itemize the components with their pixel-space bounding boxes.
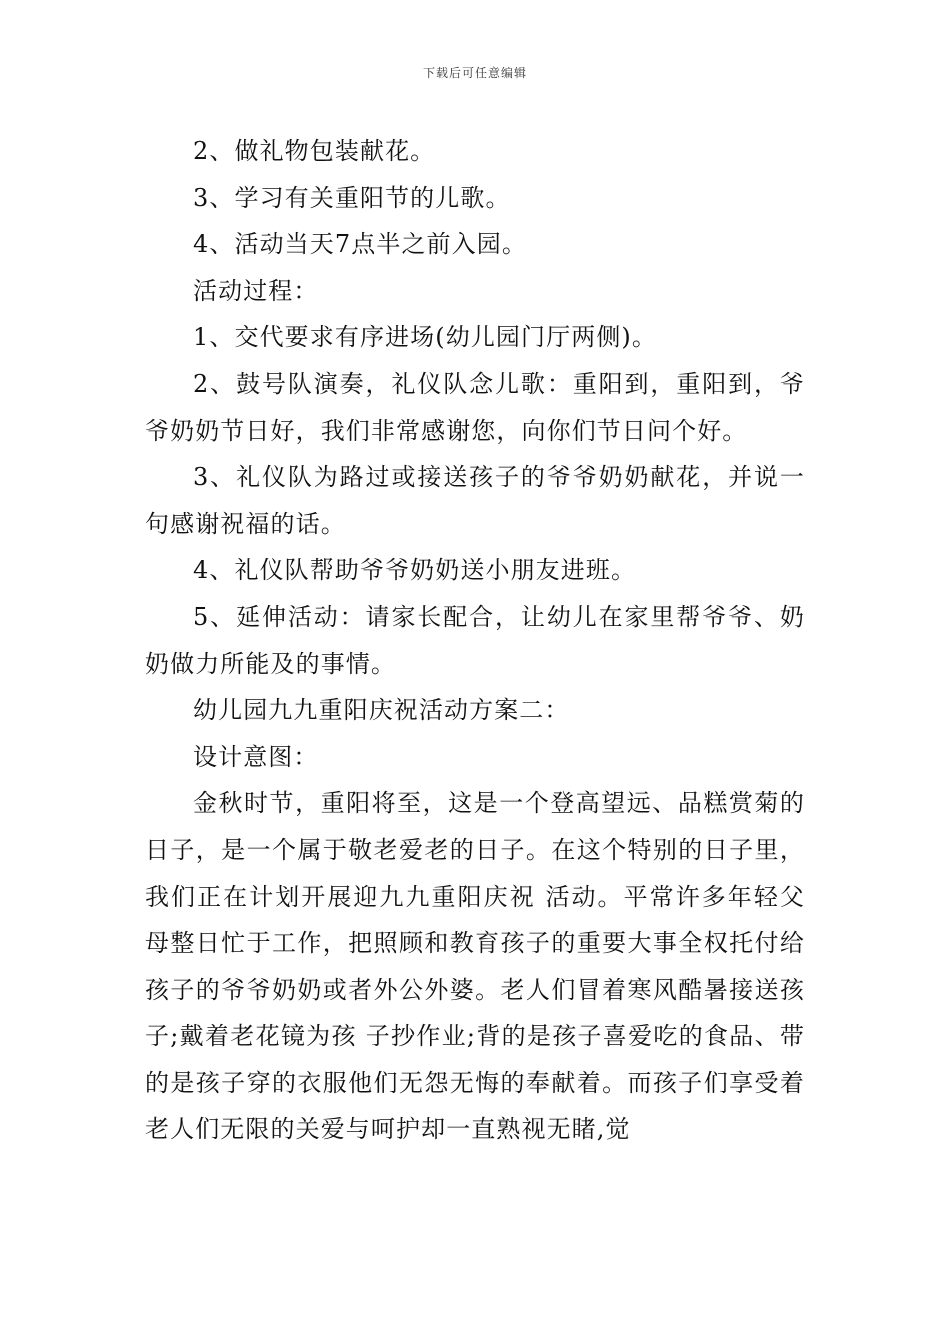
paragraph: 4、活动当天7点半之前入园。 — [193, 230, 527, 259]
paragraph: 5、延伸活动：请家长配合，让幼儿在家里帮爷爷、奶奶做力所能及的事情。 — [145, 602, 805, 678]
section-heading: 幼儿园九九重阳庆祝活动方案二： — [193, 696, 570, 725]
paragraph: 2、做礼物包装献花。 — [193, 137, 436, 165]
paragraph: 2、鼓号队演奏，礼仪队念儿歌：重阳到，重阳到，爷爷奶奶节日好，我们非常感谢您，向你们节日问个好。 — [145, 369, 805, 445]
section-heading: 设计意图： — [193, 742, 319, 771]
paragraph: 3、学习有关重阳节的儿歌。 — [193, 183, 511, 212]
paragraph: 金秋时节，重阳将至，这是一个登高望远、品糕赏菊的日子，是一个属于敬老爱老的日子。在这个特别的日子里，我们正在计划开展迎九九重阳庆祝 活动。平常许多年轻父母整日忙于工作，把照顾和教育孩子的重要大事全权托付给孩子的爷爷奶奶或者外公外婆。老人们冒着寒风酷暑接送孩子;戴着老花镜为孩 子抄作业;背的是孩子喜爱吃的食品、带的是孩子穿的衣服他们无怨无悔的奉献着。而孩子们享受着老人们无限的关爱与呵护却一直熟视无睹,觉 — [145, 789, 805, 1144]
section-heading: 活动过程： — [193, 276, 319, 305]
document-body — [145, 128, 805, 1153]
paragraph: 1、交代要求有序进场(幼儿园门厅两侧)。 — [193, 323, 657, 352]
header-note: 下载后可任意编辑 — [422, 66, 527, 80]
paragraph: 4、礼仪队帮助爷爷奶奶送小朋友进班。 — [193, 556, 637, 585]
paragraph: 3、礼仪队为路过或接送孩子的爷爷奶奶献花，并说一句感谢祝福的话。 — [145, 463, 805, 538]
